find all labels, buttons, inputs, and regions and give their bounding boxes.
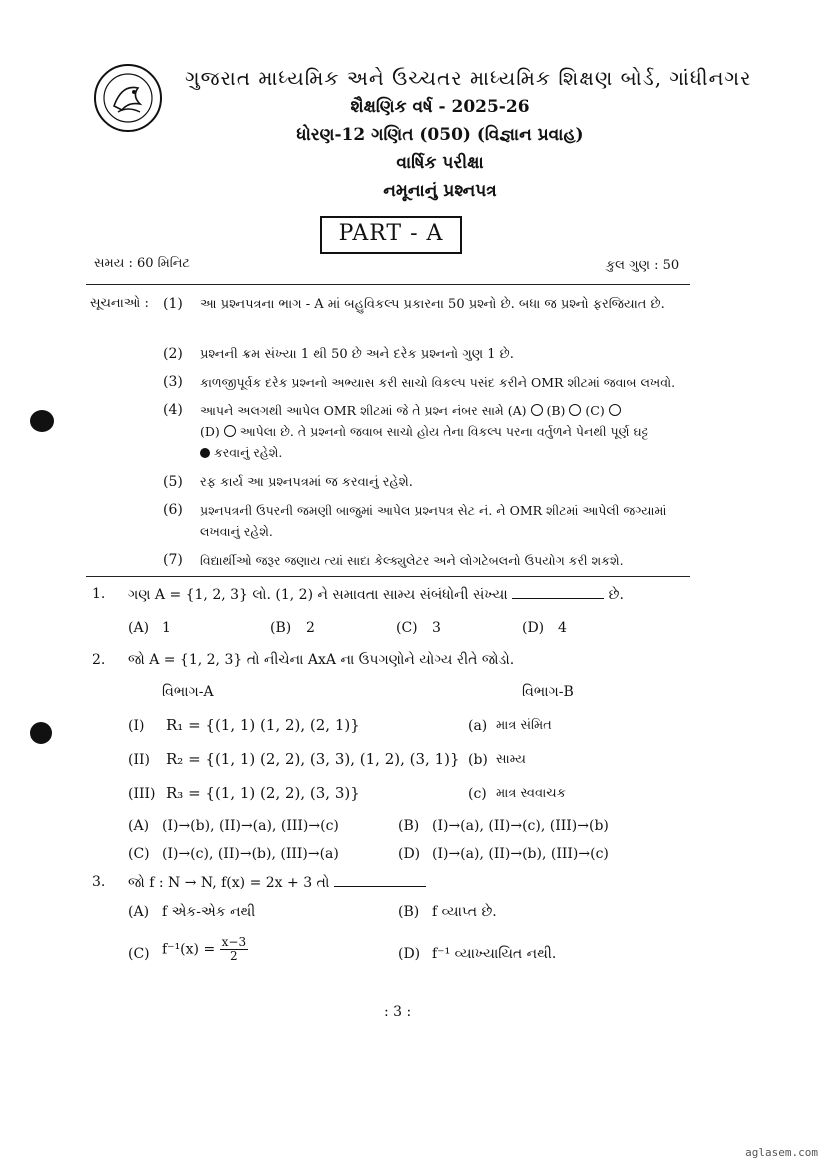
option-label: (C) (128, 846, 150, 862)
option-value-fraction: f⁻¹(x) = $\frac{x-3}{2}$ (162, 935, 247, 963)
instruction-num: (1) (163, 296, 183, 312)
academic-year: શૈક્ષણિક વર્ષ - 2025-26 (350, 97, 530, 117)
omr-circle-icon (531, 404, 543, 416)
match-row-label: (II) (128, 752, 150, 768)
option-label: (C) (128, 946, 150, 962)
option-value: (I)→(a), (II)→(c), (III)→(b) (432, 818, 609, 834)
instruction-text: કાળજીપૂર્વક દરેક પ્રશ્નનો અભ્યાસ કરી સાચો વિકલ્પ પસંદ કરીને OMR શીટમાં જવાબ લખવો. (200, 375, 676, 390)
instruction-text: પ્રશ્નની ક્રમ સંખ્યા 1 થી 50 છે અને દરેક પ્રશ્નનો ગુણ 1 છે. (200, 347, 514, 362)
option-label: (D) (398, 846, 421, 862)
punch-hole (30, 722, 52, 744)
option-label: (B) (270, 620, 292, 636)
instruction-num: (3) (163, 374, 183, 390)
option-value: 4 (558, 620, 567, 636)
column-b-heading: વિભાગ-B (522, 684, 574, 700)
option-label: (D) (398, 946, 421, 962)
question-number: 3. (92, 874, 106, 890)
divider-top (86, 284, 690, 285)
match-b-label: (a) (468, 718, 488, 734)
instruction-text: આ પ્રશ્નપત્રના ભાગ - A માં બહુવિકલ્પ પ્રકારના 50 પ્રશ્નો છે. બધા જ પ્રશ્નો ફરજિયાત છે. (200, 297, 665, 312)
option-value: f⁻¹ વ્યાખ્યાયિત નથી. (432, 946, 557, 962)
column-a-heading: વિભાગ-A (162, 684, 214, 700)
instruction-num: (2) (163, 346, 183, 362)
time-label: સમય : 60 મિનિટ (94, 256, 190, 271)
option-value: 2 (306, 620, 315, 636)
instruction-num: (6) (163, 502, 183, 518)
match-b-value: માત્ર સ્વવાચક (496, 786, 566, 801)
page-number: : 3 : (384, 1004, 412, 1020)
paper-type: નમૂનાનું પ્રશ્નપત્ર (383, 181, 497, 201)
part-label: PART - A (320, 216, 462, 254)
option-value: 1 (162, 620, 171, 636)
question-number: 2. (92, 652, 106, 668)
option-label: (A) (128, 620, 150, 636)
board-name: ગુજરાત માધ્યમિક અને ઉચ્ચતર માધ્યમિક શિક્ષણ બોર્ડ, ગાંધીનગર (185, 66, 752, 90)
option-label: (B) (398, 904, 420, 920)
question-text: ગણ A = {1, 2, 3} લો. (1, 2) ને સમાવતા સામ્ય સંબંધોની સંખ્યા છે. (128, 587, 624, 603)
match-row-label: (I) (128, 718, 145, 734)
instruction-text-omr: આપને અલગથી આપેલ OMR શીટમાં જે તે પ્રશ્ન નંબર સામે (A) (B) (C) (D) આપેલા છે. તે પ્રશ્નનો જવાબ સાચો હોય તેના વિકલ્પ પરના વર્તુળને પેનથી પૂર્ણ ઘટ્ટ કરવાનું રહેશે. (200, 403, 649, 460)
board-logo (92, 62, 164, 134)
instruction-text: પ્રશ્નપત્રની ઉપરની જમણી બાજુમાં આપેલ પ્રશ્નપત્ર સેટ નં. ને OMR શીટમાં આપેલી જગ્યામાં લખવાનું રહેશે. (200, 503, 667, 539)
option-label: (B) (398, 818, 420, 834)
omr-circle-icon (609, 404, 621, 416)
match-row-relation: R₃ = {(1, 1) (2, 2), (3, 3)} (166, 784, 360, 802)
divider-bottom (86, 576, 690, 577)
instruction-num: (5) (163, 474, 183, 490)
question-number: 1. (92, 586, 106, 602)
match-b-label: (b) (468, 752, 488, 768)
match-row-label: (III) (128, 786, 156, 802)
option-value: f વ્યાપ્ત છે. (432, 904, 497, 920)
option-label: (A) (128, 818, 150, 834)
question-text: જો A = {1, 2, 3} તો નીચેના AxA ના ઉપગણોને યોગ્ય રીતે જોડો. (128, 652, 515, 668)
match-b-value: સામ્ય (496, 752, 526, 767)
answer-blank (334, 874, 426, 887)
instructions-label: સૂચનાઓ : (90, 296, 149, 311)
answer-blank (512, 586, 604, 599)
instruction-num: (4) (163, 402, 183, 418)
exam-title: વાર્ષિક પરીક્ષા (396, 153, 484, 173)
option-label: (A) (128, 904, 150, 920)
match-b-value: માત્ર સંમિત (496, 718, 552, 733)
option-value: f એક-એક નથી (162, 904, 256, 920)
omr-circle-icon (224, 425, 236, 437)
subject-title: ધોરણ-12 ગણિત (050) (વિજ્ઞાન પ્રવાહ) (296, 125, 584, 145)
match-row-relation: R₁ = {(1, 1) (1, 2), (2, 1)} (166, 716, 360, 734)
option-value: 3 (432, 620, 441, 636)
question-text: જો f : N → N, f(x) = 2x + 3 તો (128, 874, 426, 891)
fraction: $\frac{x-3}{2}$ (221, 935, 247, 963)
option-label: (C) (396, 620, 418, 636)
option-value: (I)→(b), (II)→(a), (III)→(c) (162, 818, 339, 834)
watermark: aglasem.com (745, 1146, 818, 1159)
match-b-label: (c) (468, 786, 487, 802)
option-label: (D) (522, 620, 545, 636)
punch-hole (30, 410, 54, 432)
instruction-num: (7) (163, 552, 183, 568)
option-value: (I)→(c), (II)→(b), (III)→(a) (162, 846, 339, 862)
total-marks: કુલ ગુણ : 50 (606, 258, 680, 273)
match-row-relation: R₂ = {(1, 1) (2, 2), (3, 3), (1, 2), (3, 1)} (166, 750, 460, 768)
instruction-text: વિદ્યાર્થીઓ જરૂર જણાય ત્યાં સાદા કેલ્ક્યુલેટર અને લોગટેબલનો ઉપયોગ કરી શકશે. (200, 553, 624, 568)
omr-circle-icon (569, 404, 581, 416)
option-value: (I)→(a), (II)→(b), (III)→(c) (432, 846, 609, 862)
instruction-text: રફ કાર્ય આ પ્રશ્નપત્રમાં જ કરવાનું રહેશે. (200, 475, 413, 490)
omr-filled-circle-icon (200, 448, 210, 458)
